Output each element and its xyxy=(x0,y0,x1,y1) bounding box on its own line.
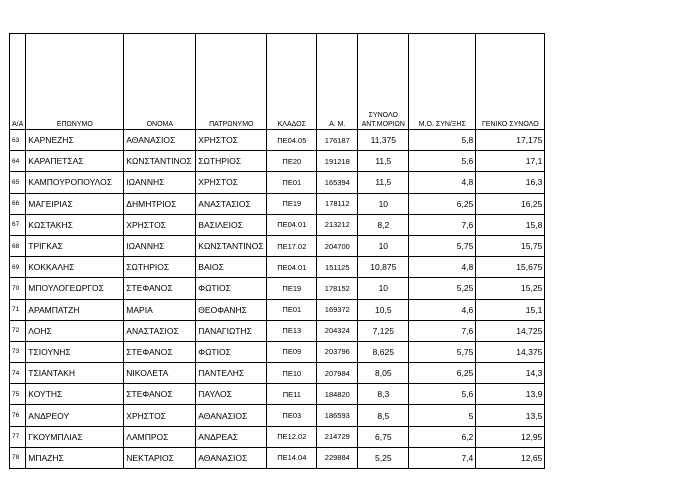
cell-eponymo: ΚΑΡΑΠΕΤΣΑΣ xyxy=(26,151,124,172)
cell-synolo: 7,125 xyxy=(358,320,409,341)
cell-onoma: ΝΙΚΟΛΕΤΑ xyxy=(124,363,196,384)
cell-mo: 6,2 xyxy=(409,426,476,447)
table-row xyxy=(10,341,545,362)
cell-aa: 74 xyxy=(10,363,26,384)
cell-am: 151125 xyxy=(317,257,358,278)
table-row xyxy=(10,447,545,468)
col-header-synolo xyxy=(358,34,409,130)
cell-synolo: 10 xyxy=(358,278,409,299)
cell-klados: ΠΕ17.02 xyxy=(267,235,317,256)
cell-mo: 7,6 xyxy=(409,214,476,235)
cell-aa: 64 xyxy=(10,151,26,172)
cell-klados: ΠΕ09 xyxy=(267,341,317,362)
cell-onoma: ΙΩΑΝΝΗΣ xyxy=(124,235,196,256)
cell-patronymo: ΦΩΤΙΟΣ xyxy=(196,341,267,362)
cell-patronymo: ΦΩΤΙΟΣ xyxy=(196,278,267,299)
cell-synolo: 6,75 xyxy=(358,426,409,447)
ranking-table xyxy=(9,33,545,469)
cell-patronymo: ΘΕΟΦΑΝΗΣ xyxy=(196,299,267,320)
cell-eponymo: ΑΝΔΡΕΟΥ xyxy=(26,405,124,426)
cell-mo: 7,6 xyxy=(409,320,476,341)
table-row xyxy=(10,363,545,384)
cell-mo: 5 xyxy=(409,405,476,426)
cell-aa: 63 xyxy=(10,130,26,151)
cell-geniko: 17,1 xyxy=(476,151,545,172)
col-header-patronymo: ΠΑΤΡΩΝΥΜΟ xyxy=(196,34,267,130)
table-row xyxy=(10,299,545,320)
table-row xyxy=(10,130,545,151)
table-row xyxy=(10,384,545,405)
cell-synolo: 5,25 xyxy=(358,447,409,468)
cell-onoma: ΣΩΤΗΡΙΟΣ xyxy=(124,257,196,278)
cell-eponymo: ΜΑΓΕΙΡΙΑΣ xyxy=(26,193,124,214)
col-header-mo: Μ.Ο. ΣΥΝ/ΞΗΣ xyxy=(409,34,476,130)
cell-aa: 77 xyxy=(10,426,26,447)
cell-synolo: 8,5 xyxy=(358,405,409,426)
table-row xyxy=(10,405,545,426)
table-row xyxy=(10,193,545,214)
cell-geniko: 16,3 xyxy=(476,172,545,193)
cell-eponymo: ΛΟΗΣ xyxy=(26,320,124,341)
cell-synolo: 10 xyxy=(358,235,409,256)
cell-aa: 73 xyxy=(10,341,26,362)
cell-synolo: 10,875 xyxy=(358,257,409,278)
cell-patronymo: ΑΘΑΝΑΣΙΟΣ xyxy=(196,405,267,426)
cell-geniko: 13,9 xyxy=(476,384,545,405)
cell-geniko: 15,75 xyxy=(476,235,545,256)
table-row xyxy=(10,172,545,193)
cell-am: 169372 xyxy=(317,299,358,320)
cell-synolo: 10,5 xyxy=(358,299,409,320)
cell-am: 203796 xyxy=(317,341,358,362)
cell-am: 214729 xyxy=(317,426,358,447)
cell-patronymo: ΑΝΑΣΤΑΣΙΟΣ xyxy=(196,193,267,214)
cell-eponymo: ΜΠΟΥΛΟΓΕΩΡΓΟΣ xyxy=(26,278,124,299)
cell-onoma: ΝΕΚΤΑΡΙΟΣ xyxy=(124,447,196,468)
cell-geniko: 15,1 xyxy=(476,299,545,320)
cell-mo: 5,75 xyxy=(409,341,476,362)
cell-klados: ΠΕ01 xyxy=(267,299,317,320)
cell-synolo: 10 xyxy=(358,193,409,214)
cell-onoma: ΣΤΕΦΑΝΟΣ xyxy=(124,384,196,405)
cell-patronymo: ΠΑΥΛΟΣ xyxy=(196,384,267,405)
cell-klados: ΠΕ14.04 xyxy=(267,447,317,468)
cell-mo: 5,75 xyxy=(409,235,476,256)
table-row xyxy=(10,320,545,341)
cell-klados: ΠΕ20 xyxy=(267,151,317,172)
cell-am: 186593 xyxy=(317,405,358,426)
cell-patronymo: ΑΝΔΡΕΑΣ xyxy=(196,426,267,447)
cell-aa: 68 xyxy=(10,235,26,256)
cell-mo: 6,25 xyxy=(409,193,476,214)
cell-synolo: 8,05 xyxy=(358,363,409,384)
cell-klados: ΠΕ12.02 xyxy=(267,426,317,447)
cell-am: 165394 xyxy=(317,172,358,193)
table-row xyxy=(10,235,545,256)
cell-patronymo: ΑΘΑΝΑΣΙΟΣ xyxy=(196,447,267,468)
col-header-synolo-line2: ΑΝΤ.ΜΟΡΙΩΝ xyxy=(361,121,405,128)
cell-eponymo: ΚΟΥΤΗΣ xyxy=(26,384,124,405)
cell-am: 184820 xyxy=(317,384,358,405)
cell-am: 204700 xyxy=(317,235,358,256)
cell-geniko: 12,65 xyxy=(476,447,545,468)
cell-onoma: ΔΗΜΗΤΡΙΟΣ xyxy=(124,193,196,214)
cell-onoma: ΑΘΑΝΑΣΙΟΣ xyxy=(124,130,196,151)
cell-aa: 67 xyxy=(10,214,26,235)
cell-eponymo: ΜΠΑΖΗΣ xyxy=(26,447,124,468)
cell-am: 204324 xyxy=(317,320,358,341)
cell-synolo: 8,3 xyxy=(358,384,409,405)
cell-eponymo: ΚΟΚΚΑΛΗΣ xyxy=(26,257,124,278)
cell-onoma: ΛΑΜΠΡΟΣ xyxy=(124,426,196,447)
cell-am: 213212 xyxy=(317,214,358,235)
cell-eponymo: ΤΣΙΑΝΤΑΚΗ xyxy=(26,363,124,384)
cell-aa: 69 xyxy=(10,257,26,278)
cell-onoma: ΧΡΗΣΤΟΣ xyxy=(124,405,196,426)
cell-geniko: 13,5 xyxy=(476,405,545,426)
table-row xyxy=(10,278,545,299)
cell-mo: 4,6 xyxy=(409,299,476,320)
cell-klados: ΠΕ19 xyxy=(267,193,317,214)
cell-geniko: 12,95 xyxy=(476,426,545,447)
cell-eponymo: ΑΡΑΜΠΑΤΖΗ xyxy=(26,299,124,320)
cell-onoma: ΜΑΡΙΑ xyxy=(124,299,196,320)
cell-eponymo: ΚΑΜΠΟΥΡΟΠΟΥΛΟΣ xyxy=(26,172,124,193)
cell-onoma: ΧΡΗΣΤΟΣ xyxy=(124,214,196,235)
cell-aa: 78 xyxy=(10,447,26,468)
cell-synolo: 11,5 xyxy=(358,151,409,172)
col-header-synolo-line1: ΣΥΝΟΛΟ xyxy=(368,112,398,119)
cell-eponymo: ΚΩΣΤΑΚΗΣ xyxy=(26,214,124,235)
col-header-klados: ΚΛΑΔΟΣ xyxy=(267,34,317,130)
cell-onoma: ΑΝΑΣΤΑΣΙΟΣ xyxy=(124,320,196,341)
cell-onoma: ΣΤΕΦΑΝΟΣ xyxy=(124,278,196,299)
table-row xyxy=(10,257,545,278)
table-row xyxy=(10,214,545,235)
cell-klados: ΠΕ04.01 xyxy=(267,257,317,278)
cell-klados: ΠΕ04.01 xyxy=(267,214,317,235)
cell-geniko: 15,675 xyxy=(476,257,545,278)
cell-geniko: 17,175 xyxy=(476,130,545,151)
cell-klados: ΠΕ04.05 xyxy=(267,130,317,151)
cell-aa: 65 xyxy=(10,172,26,193)
cell-aa: 75 xyxy=(10,384,26,405)
cell-synolo: 11,375 xyxy=(358,130,409,151)
cell-patronymo: ΠΑΝΤΕΛΗΣ xyxy=(196,363,267,384)
cell-eponymo: ΚΑΡΝΕΖΗΣ xyxy=(26,130,124,151)
cell-mo: 5,8 xyxy=(409,130,476,151)
cell-aa: 76 xyxy=(10,405,26,426)
cell-am: 178152 xyxy=(317,278,358,299)
cell-mo: 5,6 xyxy=(409,384,476,405)
cell-patronymo: ΒΑΙΟΣ xyxy=(196,257,267,278)
cell-mo: 7,4 xyxy=(409,447,476,468)
cell-klados: ΠΕ01 xyxy=(267,172,317,193)
cell-patronymo: ΧΡΗΣΤΟΣ xyxy=(196,172,267,193)
cell-patronymo: ΠΑΝΑΓΙΩΤΗΣ xyxy=(196,320,267,341)
cell-am: 207984 xyxy=(317,363,358,384)
cell-geniko: 14,375 xyxy=(476,341,545,362)
col-header-am: Α. Μ. xyxy=(317,34,358,130)
col-header-onoma: ΟΝΟΜΑ xyxy=(124,34,196,130)
cell-am: 191218 xyxy=(317,151,358,172)
cell-synolo: 8,625 xyxy=(358,341,409,362)
cell-patronymo: ΣΩΤΗΡΙΟΣ xyxy=(196,151,267,172)
table-row xyxy=(10,151,545,172)
cell-eponymo: ΓΚΟΥΜΠΛΙΑΣ xyxy=(26,426,124,447)
cell-mo: 6,25 xyxy=(409,363,476,384)
cell-onoma: ΣΤΕΦΑΝΟΣ xyxy=(124,341,196,362)
cell-geniko: 14,725 xyxy=(476,320,545,341)
col-header-eponymo: ΕΠΩΝΥΜΟ xyxy=(26,34,124,130)
cell-onoma: ΚΩΝΣΤΑΝΤΙΝΟΣ xyxy=(124,151,196,172)
cell-synolo: 11,5 xyxy=(358,172,409,193)
cell-klados: ΠΕ03 xyxy=(267,405,317,426)
cell-eponymo: ΤΡΙΓΚΑΣ xyxy=(26,235,124,256)
cell-geniko: 14,3 xyxy=(476,363,545,384)
cell-aa: 66 xyxy=(10,193,26,214)
cell-geniko: 15,8 xyxy=(476,214,545,235)
cell-aa: 72 xyxy=(10,320,26,341)
cell-geniko: 16,25 xyxy=(476,193,545,214)
cell-aa: 70 xyxy=(10,278,26,299)
cell-patronymo: ΧΡΗΣΤΟΣ xyxy=(196,130,267,151)
cell-am: 178112 xyxy=(317,193,358,214)
cell-patronymo: ΒΑΣΙΛΕΙΟΣ xyxy=(196,214,267,235)
cell-eponymo: ΤΣΙΟΥΝΗΣ xyxy=(26,341,124,362)
cell-klados: ΠΕ13 xyxy=(267,320,317,341)
cell-aa: 71 xyxy=(10,299,26,320)
cell-mo: 4,8 xyxy=(409,172,476,193)
header-row xyxy=(10,34,545,130)
cell-klados: ΠΕ19 xyxy=(267,278,317,299)
col-header-aa: Α/Α xyxy=(10,34,26,130)
cell-patronymo: ΚΩΝΣΤΑΝΤΙΝΟΣ xyxy=(196,235,267,256)
cell-klados: ΠΕ11 xyxy=(267,384,317,405)
cell-mo: 5,6 xyxy=(409,151,476,172)
cell-geniko: 15,25 xyxy=(476,278,545,299)
cell-am: 229884 xyxy=(317,447,358,468)
cell-mo: 5,25 xyxy=(409,278,476,299)
cell-mo: 4,8 xyxy=(409,257,476,278)
cell-am: 176187 xyxy=(317,130,358,151)
col-header-geniko: ΓΕΝΙΚΟ ΣΥΝΟΛΟ xyxy=(476,34,545,130)
cell-onoma: ΙΩΑΝΝΗΣ xyxy=(124,172,196,193)
table-row xyxy=(10,426,545,447)
cell-synolo: 8,2 xyxy=(358,214,409,235)
cell-klados: ΠΕ10 xyxy=(267,363,317,384)
